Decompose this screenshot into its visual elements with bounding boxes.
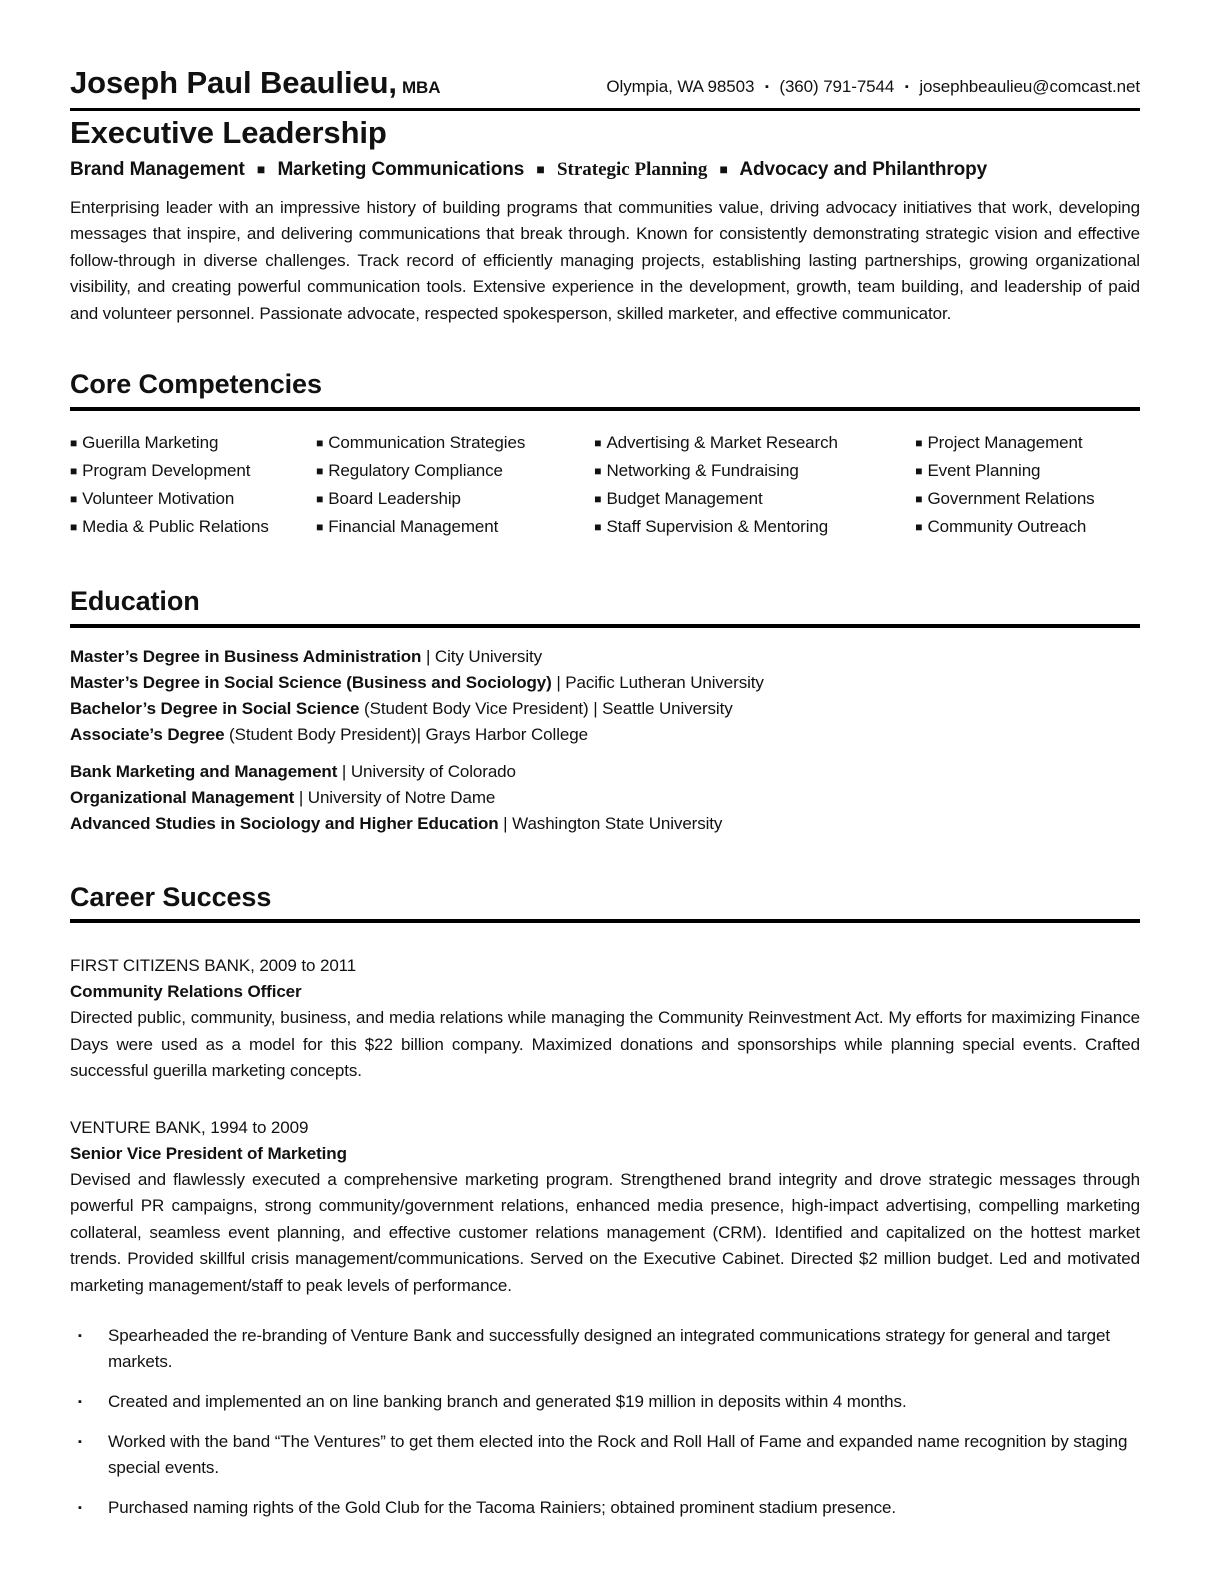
competency-label: Board Leadership	[328, 488, 461, 508]
competency-item	[70, 485, 316, 513]
contact-location: Olympia, WA 98503	[606, 77, 755, 97]
contact-info	[606, 77, 1140, 100]
degree-school: (Student Body Vice President) | Seattle University	[359, 698, 733, 718]
achievement-item	[70, 1495, 1140, 1521]
job-title: Community Relations Officer	[70, 982, 302, 1002]
competency-item	[594, 485, 915, 513]
header-divider	[70, 108, 1140, 111]
summary-paragraph: Enterprising leader with an impressive history of building programs that communities value, driving advocacy initiatives that work, developing messages that inspire, and delivering communications that break through. Known for consistently demonstrating strategic vision and effective follow-through in diverse challenges. Track record of efficiently managing projects, establishing lasting partnerships, growing organizational visibility, and creating powerful communication tools. Extensive experience in the development, growth, team building, and leadership of paid and volunteer personnel. Passionate advocate, respected spokesperson, skilled marketer, and effective communicator.	[70, 197, 1140, 323]
competency-item	[915, 513, 1140, 541]
square-bullet-icon: ■	[70, 463, 78, 478]
job-entry	[70, 953, 1140, 1085]
degree-line	[70, 722, 1140, 748]
bullet-separator-icon: ▪	[764, 81, 769, 94]
square-bullet-icon: ■	[915, 519, 923, 534]
achievement-text: Created and implemented an on line banking branch and generated $19 million in deposits within 4 months.	[108, 1392, 907, 1412]
study-line	[70, 785, 1140, 811]
credential-text: MBA	[401, 78, 441, 97]
job-company-line: VENTURE BANK, 1994 to 2009	[70, 1117, 309, 1137]
square-separator-icon: ■	[719, 160, 728, 177]
competency-label: Government Relations	[927, 488, 1095, 508]
degree-name: Master’s Degree in Social Science (Business and Sociology)	[70, 672, 552, 692]
job-company-line: FIRST CITIZENS BANK, 2009 to 2011	[70, 956, 357, 976]
square-bullet-icon: ■	[70, 519, 78, 534]
study-line	[70, 759, 1140, 785]
study-name: Bank Marketing and Management	[70, 761, 338, 781]
competency-item	[594, 429, 915, 457]
keyword-item: Brand Management	[70, 158, 245, 180]
achievement-item	[70, 1389, 1140, 1415]
achievement-text: Spearheaded the re-branding of Venture Bank and successfully designed an integrated communications strategy for general and target markets.	[108, 1326, 1110, 1372]
competency-label: Networking & Fundraising	[606, 460, 799, 480]
keyword-line	[70, 159, 1140, 181]
competency-label: Regulatory Compliance	[328, 460, 503, 480]
study-school: | University of Colorado	[337, 761, 516, 781]
square-bullet-icon: ■	[316, 519, 324, 534]
study-name: Advanced Studies in Sociology and Higher Education	[70, 813, 499, 833]
section-heading-education: Education	[70, 585, 200, 616]
competency-label: Volunteer Motivation	[82, 488, 235, 508]
section-divider	[70, 407, 1140, 411]
achievement-list	[70, 1323, 1140, 1521]
name-row	[70, 66, 1140, 100]
competency-item	[316, 485, 594, 513]
contact-phone: (360) 791-7544	[779, 77, 895, 97]
competency-item	[316, 513, 594, 541]
degree-line	[70, 696, 1140, 722]
resume-title: Executive Leadership	[70, 115, 387, 151]
square-bullet-icon: ■	[594, 435, 602, 450]
keyword-item: Advocacy and Philanthropy	[739, 158, 988, 180]
square-bullet-icon: ■	[594, 463, 602, 478]
achievement-text: Purchased naming rights of the Gold Club for the Tacoma Rainiers; obtained prominent stadium presence.	[108, 1498, 896, 1518]
square-bullet-icon: ■	[594, 491, 602, 506]
competency-label: Financial Management	[328, 516, 499, 536]
competency-label: Event Planning	[927, 460, 1041, 480]
competency-item	[915, 457, 1140, 485]
job-title: Senior Vice President of Marketing	[70, 1143, 347, 1163]
study-school: | Washington State University	[498, 813, 723, 833]
competency-label: Program Development	[82, 460, 251, 480]
degree-school: | Pacific Lutheran University	[551, 672, 764, 692]
job-entry	[70, 1115, 1140, 1300]
square-bullet-icon: ■	[70, 435, 78, 450]
achievement-item	[70, 1323, 1140, 1375]
square-bullet-icon: ■	[316, 463, 324, 478]
competency-label: Staff Supervision & Mentoring	[606, 516, 829, 536]
square-bullet-icon: ▪	[78, 1396, 82, 1409]
achievement-text: Worked with the band “The Ventures” to get them elected into the Rock and Roll Hall of Fame and expanded name recognition by staging special events.	[108, 1432, 1128, 1478]
degree-school: (Student Body President)| Grays Harbor College	[224, 724, 588, 744]
resume-header	[70, 66, 1140, 327]
square-bullet-icon: ■	[70, 491, 78, 506]
job-description: Directed public, community, business, and media relations while managing the Community Reinvestment Act. My efforts for maximizing Finance Days were used as a model for this $22 billion company. Maximized donations and sponsorships while planning special events. Crafted successful guerilla marketing concepts.	[70, 1008, 1140, 1081]
keyword-item: Marketing Communications	[277, 158, 525, 180]
competency-label: Advertising & Market Research	[606, 432, 838, 452]
competency-item	[316, 457, 594, 485]
keyword-item: Strategic Planning	[556, 158, 708, 180]
square-bullet-icon: ■	[316, 491, 324, 506]
degree-name: Master’s Degree in Business Administration	[70, 646, 422, 666]
square-bullet-icon: ▪	[78, 1330, 82, 1343]
contact-email: josephbeaulieu@comcast.net	[919, 77, 1140, 97]
degree-name: Bachelor’s Degree in Social Science	[70, 698, 360, 718]
competency-label: Guerilla Marketing	[82, 432, 219, 452]
person-name-text: Joseph Paul Beaulieu,	[70, 65, 397, 100]
competency-item	[70, 429, 316, 457]
square-separator-icon: ■	[256, 160, 266, 177]
competency-item	[70, 513, 316, 541]
square-bullet-icon: ▪	[78, 1436, 82, 1449]
section-divider	[70, 919, 1140, 923]
study-name: Organizational Management	[70, 787, 295, 807]
square-bullet-icon: ▪	[78, 1502, 82, 1515]
degree-line	[70, 670, 1140, 696]
achievement-item	[70, 1429, 1140, 1481]
competency-item	[915, 485, 1140, 513]
person-name	[70, 66, 440, 100]
competency-item	[70, 457, 316, 485]
job-description: Devised and flawlessly executed a comprehensive marketing program. Strengthened brand integrity and drove strategic messages through powerful PR campaigns, strong community/government relations, enhanced media presence, high-impact advertising, compelling marketing collateral, seamless event planning, and effective customer relations management (CRM). Identified and capitalized on the hottest market trends. Provided skillful crisis management/communications. Served on the Executive Cabinet. Directed $2 million budget. Led and motivated marketing management/staff to peak levels of performance.	[70, 1169, 1140, 1295]
square-bullet-icon: ■	[915, 463, 923, 478]
degree-name: Associate’s Degree	[70, 724, 225, 744]
additional-studies-list	[70, 759, 1140, 837]
competency-label: Community Outreach	[927, 516, 1087, 536]
study-line	[70, 811, 1140, 837]
degree-list	[70, 644, 1140, 748]
square-bullet-icon: ■	[594, 519, 602, 534]
section-heading-career-success: Career Success	[70, 881, 272, 912]
study-school: | University of Notre Dame	[294, 787, 496, 807]
competency-grid	[70, 429, 1140, 541]
square-bullet-icon: ■	[316, 435, 324, 450]
section-divider	[70, 624, 1140, 628]
section-core-competencies	[70, 370, 1140, 541]
competency-item	[594, 513, 915, 541]
competency-label: Budget Management	[606, 488, 763, 508]
section-heading-core-competencies: Core Competencies	[70, 369, 322, 400]
competency-label: Media & Public Relations	[82, 516, 269, 536]
competency-label: Communication Strategies	[328, 432, 526, 452]
competency-item	[316, 429, 594, 457]
bullet-separator-icon: ▪	[904, 81, 909, 94]
degree-school: | City University	[421, 646, 543, 666]
square-bullet-icon: ■	[915, 435, 923, 450]
section-education	[70, 587, 1140, 837]
competency-item	[594, 457, 915, 485]
square-bullet-icon: ■	[915, 491, 923, 506]
section-career-success	[70, 883, 1140, 1522]
competency-item	[915, 429, 1140, 457]
degree-line	[70, 644, 1140, 670]
competency-label: Project Management	[927, 432, 1083, 452]
square-separator-icon: ■	[536, 160, 545, 177]
